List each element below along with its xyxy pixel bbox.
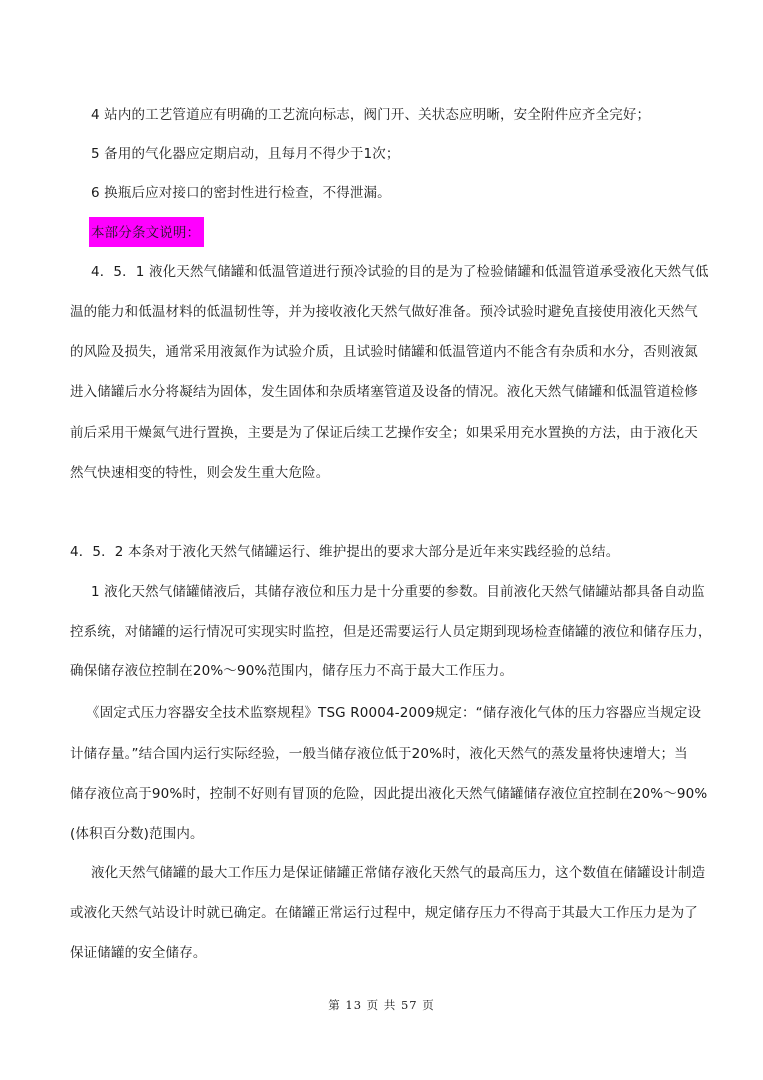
page-number-footer: 第 13 页 共 57 页 bbox=[328, 998, 435, 1012]
paragraph-line: 温的能力和低温材料的低温韧性等，并为接收液化天然气做好准备。预冷试验时避免直接使用液化天然气 bbox=[70, 304, 698, 320]
paragraph-line: 4．5．1 液化天然气储罐和低温管道进行预冷试验的目的是为了检验储罐和低温管道承受液化天然气低 bbox=[91, 264, 709, 280]
paragraph-line: 的风险及损失，通常采用液氮作为试验介质，且试验时储罐和低温管道内不能含有杂质和水分，否则液氮 bbox=[70, 344, 698, 360]
paragraph-line: 4．5．2 本条对于液化天然气储罐运行、维护提出的要求大部分是近年来实践经验的总结。 bbox=[70, 544, 620, 560]
paragraph-line: 前后采用干燥氮气进行置换，主要是为了保证后续工艺操作安全；如果采用充水置换的方法，由于液化天 bbox=[70, 425, 698, 441]
paragraph-line: 或液化天然气站设计时就已确定。在储罐正常运行过程中，规定储存压力不得高于其最大工作压力是为了 bbox=[70, 905, 698, 921]
paragraph-line: 6 换瓶后应对接口的密封性进行检查，不得泄漏。 bbox=[91, 185, 391, 201]
paragraph-line: 液化天然气储罐的最大工作压力是保证储罐正常储存液化天然气的最高压力，这个数值在储罐设计制造 bbox=[91, 865, 706, 881]
paragraph-line: 4 站内的工艺管道应有明确的工艺流向标志，阀门开、关状态应明晰，安全附件应齐全完好； bbox=[91, 107, 651, 123]
paragraph-line: 确保储存液位控制在20%～90%范围内，储存压力不高于最大工作压力。 bbox=[70, 663, 514, 679]
paragraph-line: 控系统，对储罐的运行情况可实现实时监控，但是还需要运行人员定期到现场检查储罐的液位和储存压力， bbox=[70, 624, 712, 640]
paragraph-line: 5 备用的气化器应定期启动，且每月不得少于1次； bbox=[91, 146, 400, 162]
highlighted-text: 本部分条文说明： bbox=[89, 217, 204, 247]
paragraph-line: 然气快速相变的特性，则会发生重大危险。 bbox=[70, 465, 330, 481]
paragraph-line: 进入储罐后水分将凝结为固体，发生固体和杂质堵塞管道及设备的情况。液化天然气储罐和低温管道检修 bbox=[70, 384, 698, 400]
paragraph-line: (体积百分数)范围内。 bbox=[70, 826, 204, 842]
paragraph-line: 计储存量。”结合国内运行实际经验，一般当储存液位低于20%时，液化天然气的蒸发量将快速增大；当 bbox=[70, 746, 688, 762]
paragraph-line: 《固定式压力容器安全技术监察规程》TSG R0004-2009规定：“储存液化气体的压力容器应当规定设 bbox=[86, 705, 702, 721]
paragraph-line: 保证储罐的安全储存。 bbox=[70, 945, 207, 961]
paragraph-line: 储存液位高于90%时，控制不好则有冒顶的危险，因此提出液化天然气储罐储存液位宜控制在20%～90% bbox=[70, 786, 708, 802]
paragraph-line: 1 液化天然气储罐储液后，其储存液位和压力是十分重要的参数。目前液化天然气储罐站都具备自动监 bbox=[91, 584, 705, 600]
section-note-heading bbox=[89, 224, 729, 242]
